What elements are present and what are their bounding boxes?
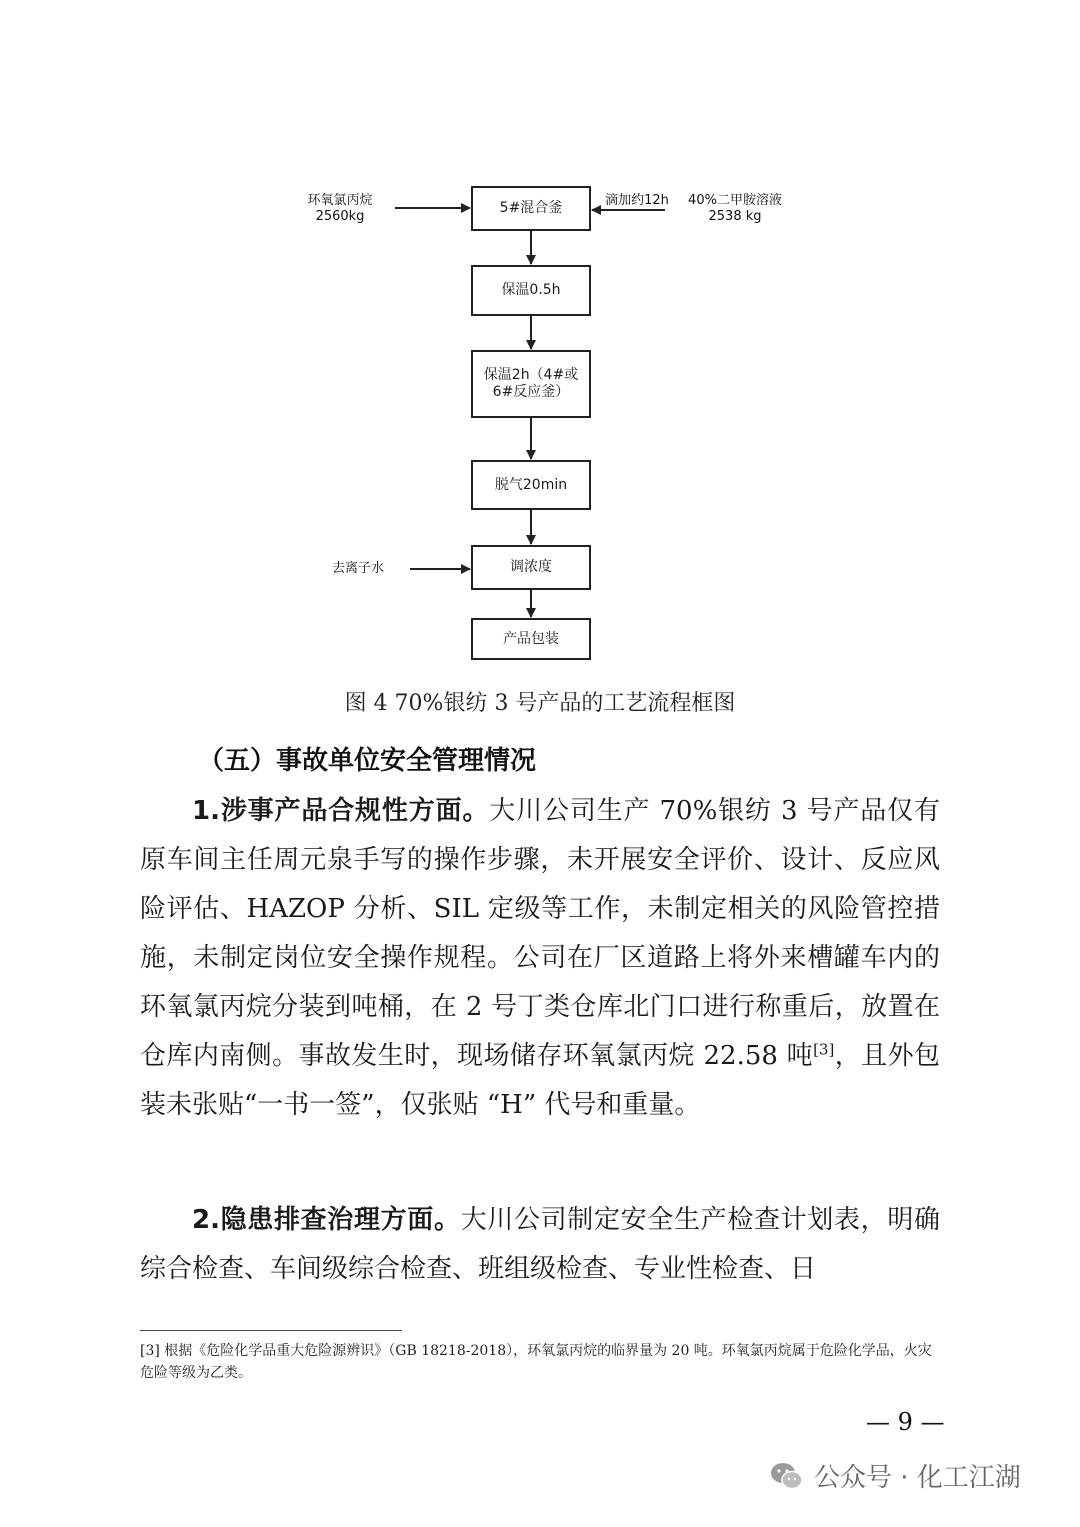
input-deionized-water: 去离子水: [331, 561, 384, 576]
footnote-divider: [140, 1330, 402, 1331]
input-dimethylamine-name: 40%二甲胺溶液: [688, 193, 782, 208]
box-adjust-concentration: 调浓度: [471, 545, 591, 590]
paragraph-2: [140, 1196, 940, 1294]
footnote-ref[interactable]: [3]: [813, 1040, 835, 1059]
watermark: [770, 1457, 1021, 1494]
input-dimethylamine: [670, 193, 800, 225]
wechat-icon: [770, 1461, 804, 1491]
paragraph-1-text-b: ，且外包装未张贴“一书一签”，仅张贴 “H” 代号和重量。: [140, 1041, 940, 1120]
paragraph-2-text: 大川公司制定安全生产检查计划表，明确综合检查、车间级综合检查、班组级检查、专业性检查、日: [140, 1205, 940, 1284]
box-mixing-kettle: 5#混合釜: [471, 186, 591, 231]
box-product-packaging: 产品包装: [471, 618, 591, 660]
input-dropwise-note: 滴加约12h: [605, 193, 669, 208]
paragraph-1-lead: 1.涉事产品合规性方面。: [192, 796, 490, 826]
watermark-text: 公众号 · 化工江湖: [814, 1463, 1021, 1493]
process-flow-diagram: [0, 0, 1080, 680]
footnote: [3] 根据《危险化学品重大危险源辨识》（GB 18218-2018），环氧氯丙烷的临界量为 20 吨。环氧氯丙烷属于危险化学品，火灾危险等级为乙类。: [140, 1343, 932, 1381]
paragraph-1: [140, 787, 940, 1130]
box-hold-2h: 保温2h（4#或6#反应釜）: [471, 350, 591, 418]
page-number: — 9 —: [866, 1408, 945, 1436]
section-heading: （五）事故单位安全管理情况: [198, 746, 537, 776]
paragraph-1-text-a: 大川公司生产 70%银纺 3 号产品仅有原车间主任周元泉手写的操作步骤，未开展安全评价、设计、反应风险评估、HAZOP 分析、SIL 定级等工作，未制定相关的风险管控措施，未制定岗位安全操作规程。公司在厂区道路上将外来槽罐车内的环氧氯丙烷分装到吨桶，在 2 号丁类仓库北门口进行称重后，放置在仓库内南侧。事故发生时，现场储存环氧氯丙烷 22.58 吨: [140, 796, 940, 1071]
input-dimethylamine-qty: 2538 kg: [708, 209, 762, 224]
input-epichlorohydrin-qty: 2560kg: [315, 209, 365, 224]
paragraph-2-lead: 2.隐患排查治理方面。: [192, 1205, 461, 1235]
box-hold-05h: 保温0.5h: [471, 265, 591, 316]
figure-caption: 图 4 70%银纺 3 号产品的工艺流程框图: [344, 691, 736, 716]
input-epichlorohydrin-name: 环氧氯丙烷: [307, 193, 373, 208]
box-degas: 脱气20min: [471, 460, 591, 510]
input-epichlorohydrin: [290, 193, 390, 225]
